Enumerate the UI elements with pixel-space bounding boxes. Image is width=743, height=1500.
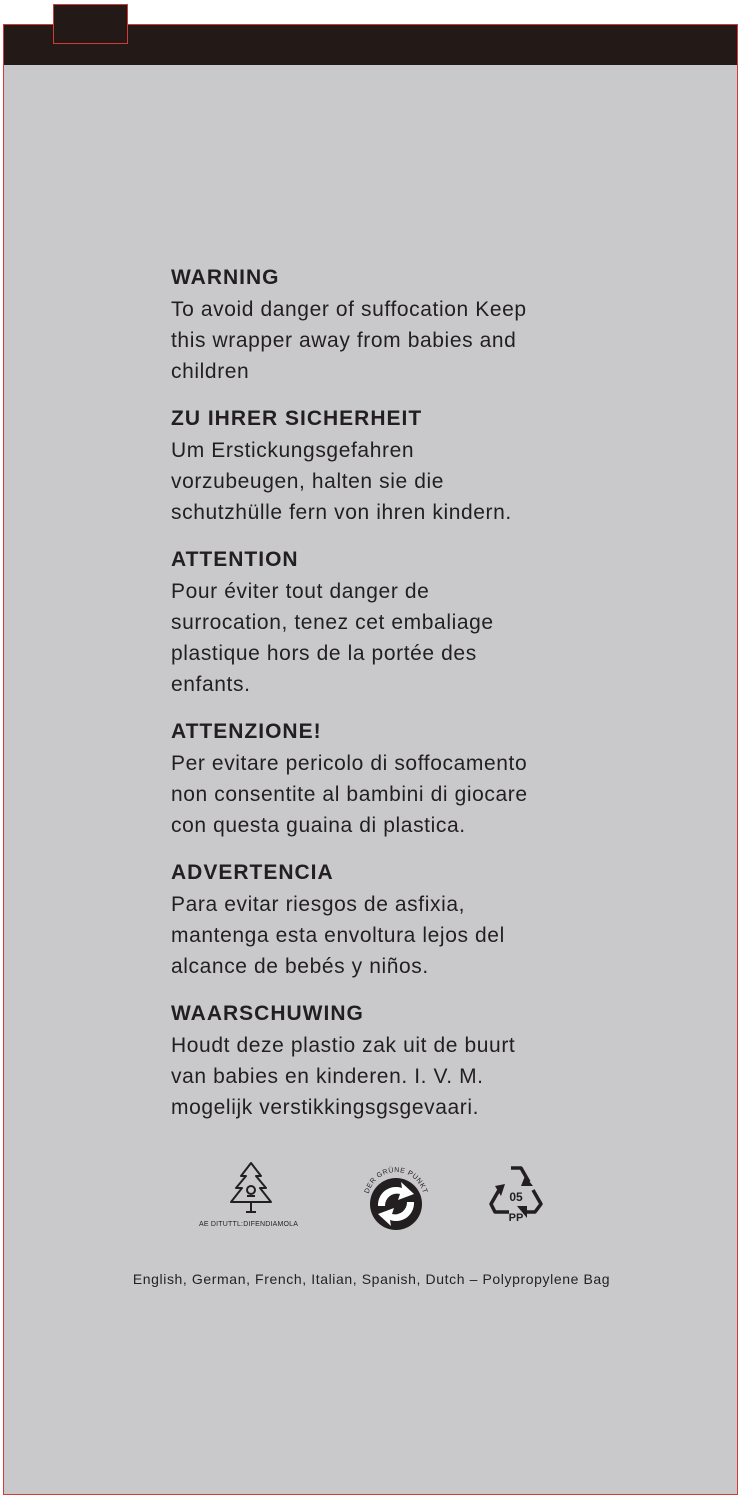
recycle-material: PP (508, 1212, 524, 1222)
section-heading: WAARSCHUWING (171, 1002, 364, 1025)
section-text-line: Para evitar riesgos de asfixia, (171, 893, 466, 916)
warning-section (171, 716, 631, 841)
recycling-symbols (0, 1160, 743, 1240)
section-text-line: Pour éviter tout danger de (171, 580, 430, 603)
green-dot-label: DER GRÜNE PUNKT (363, 1166, 429, 1195)
section-text-line: van babies en kinderen. I. V. M. (171, 1065, 484, 1088)
section-text-line: mogelijk verstikkingsgsgevaari. (171, 1096, 480, 1119)
recycle-code: 05 (509, 1190, 523, 1204)
section-heading: ATTENTION (171, 548, 299, 571)
warning-section (171, 998, 631, 1123)
section-heading: ZU IHRER SICHERHEIT (171, 407, 423, 430)
section-text-line: Um Erstickungsgefahren (171, 439, 415, 462)
warning-section (171, 857, 631, 982)
warning-section (171, 403, 631, 528)
section-heading: ATTENZIONE! (171, 720, 322, 743)
section-heading: ADVERTENCIA (171, 861, 334, 884)
bag-hang-tab (53, 4, 128, 44)
warning-section (171, 262, 631, 387)
section-text-line: To avoid danger of suffocation Keep (171, 298, 527, 321)
section-text-line: schutzhülle fern von ihren kindern. (171, 501, 512, 524)
warning-text-block (171, 262, 631, 1139)
section-text-line: surrocation, tenez cet embaliage (171, 611, 494, 634)
warning-section (171, 544, 631, 700)
section-heading: WARNING (171, 266, 280, 289)
section-text-line: con questa guaina di plastica. (171, 814, 466, 837)
section-text-line: Per evitare pericolo di soffocamento (171, 752, 528, 775)
green-dot-icon (358, 1160, 434, 1232)
recycle-triangle-icon (487, 1162, 545, 1222)
section-text-line: vorzubeugen, halten sie die (171, 470, 445, 493)
section-text-line: alcance de bebés y niños. (171, 955, 429, 978)
section-text-line: mantenga esta envoltura lejos del (171, 924, 505, 947)
section-text-line: children (171, 360, 250, 383)
section-text-line: non consentite al bambini di giocare (171, 783, 528, 806)
footer-caption: English, German, French, Italian, Spanish, Dutch – Polypropylene Bag (132, 1271, 611, 1287)
tree-icon-caption: AE DITUTTL:DIFENDIAMOLA (199, 1221, 299, 1228)
section-text-line: this wrapper away from babies and (171, 329, 517, 352)
section-text-line: plastique hors de la portée des (171, 642, 477, 665)
tree-recycle-icon (226, 1160, 276, 1216)
section-text-line: enfants. (171, 673, 251, 696)
section-text-line: Houdt deze plastio zak uit de buurt (171, 1034, 516, 1057)
